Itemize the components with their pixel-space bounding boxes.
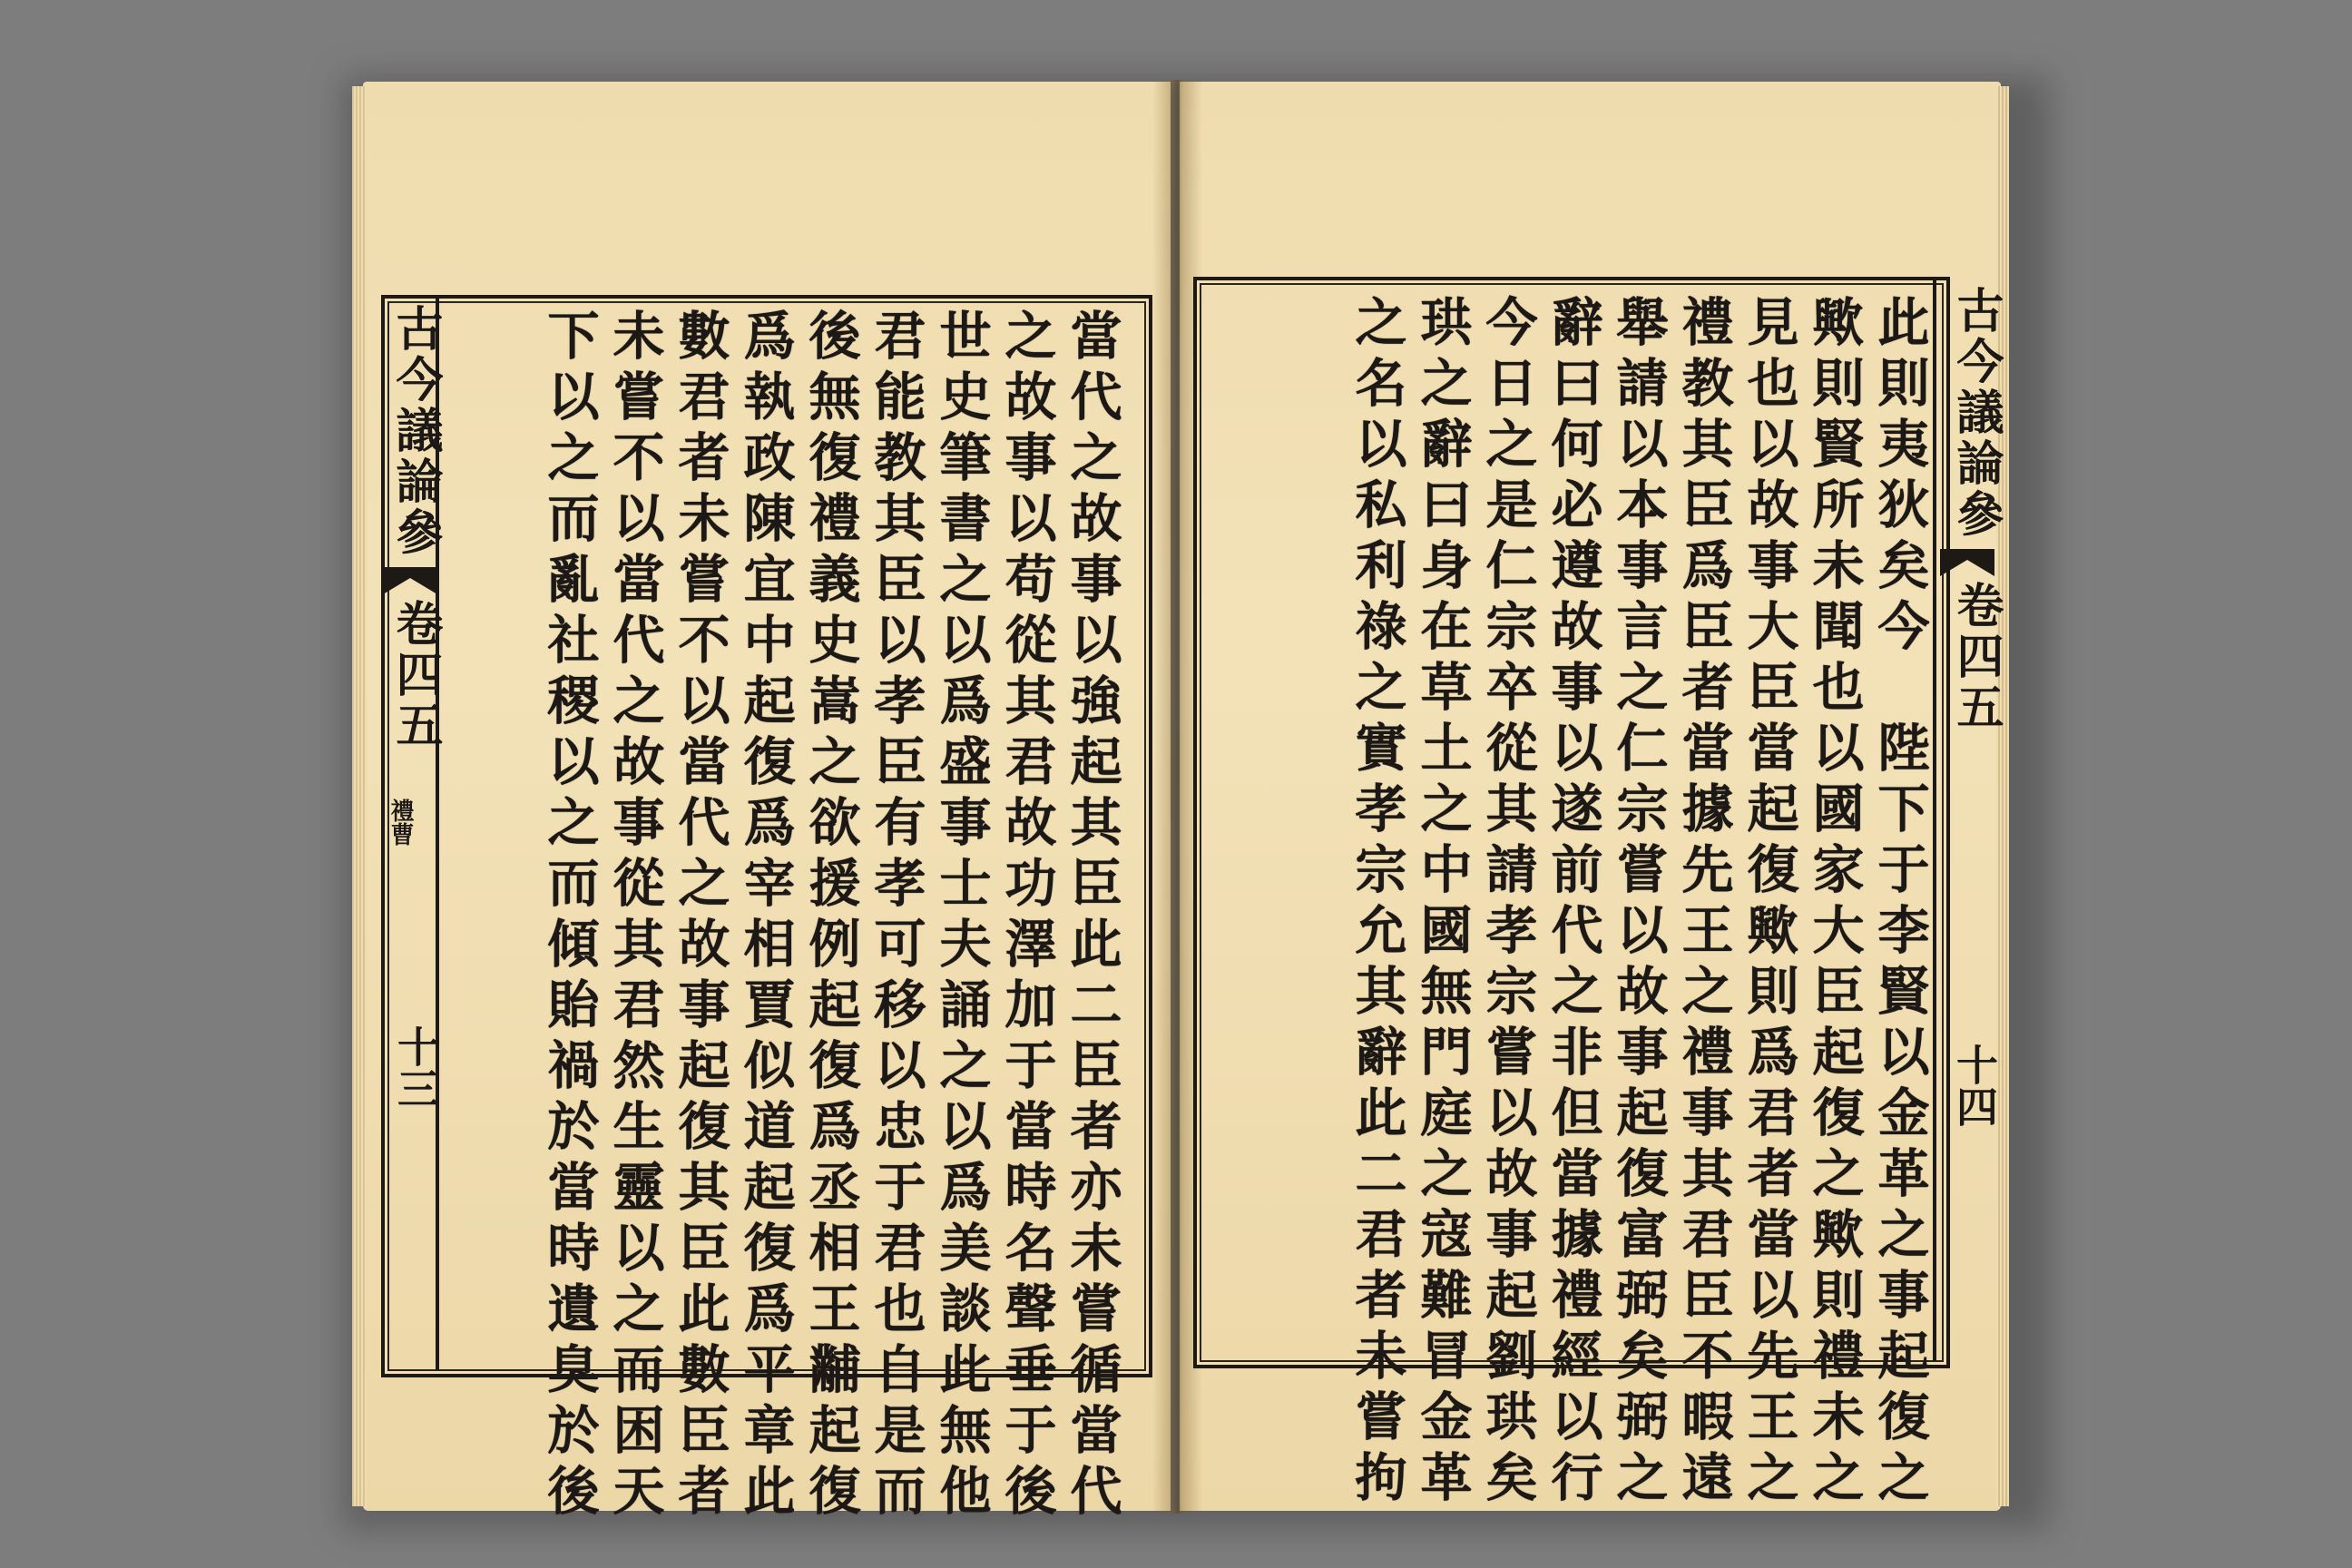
- right-column-8: 珙之辭曰身在草土之中國無門庭之寇難冒金革: [1412, 295, 1473, 1511]
- left-column-9: 下以之而亂社稷以之而傾貽禍於當時遺臭於後: [539, 309, 600, 1524]
- left-column-3: 世史筆書之以爲盛事士夫誦之以爲美談此無他: [931, 309, 992, 1524]
- right-running-title: 古今議論參: [1948, 286, 2004, 540]
- left-leaf-number: 十三: [391, 1025, 440, 1109]
- right-column-1: 此則夷狄矣今 陛下于李賢以金革之事起復之: [1869, 295, 1930, 1511]
- left-text-columns: [530, 309, 1122, 1524]
- right-column-9: 之名以私利祿之實孝宗允其辭此二君者未嘗拘: [1347, 295, 1407, 1511]
- right-section-label: 卷四五: [1948, 581, 2004, 733]
- right-text-columns: [1338, 295, 1930, 1511]
- left-section-note: 禮曹: [387, 799, 414, 846]
- left-column-5: 後無復禮義史嵩之欲援例起復爲丞相王黼起復: [800, 309, 861, 1524]
- left-column-1: 當代之故事以強起其臣此二臣者亦未嘗循當代: [1062, 309, 1122, 1524]
- right-column-2: 歟則賢所未聞也以國家大臣起復之歟則禮未之: [1804, 295, 1865, 1511]
- left-column-2: 之故事以苟從其君故功澤加于當時名聲垂于後: [996, 309, 1057, 1524]
- right-column-6: 辭曰何必遵故事以遂前代之非但當據禮經以行: [1543, 295, 1603, 1511]
- left-column-7: 數君者未嘗不以當代之故事起復其臣此數臣者: [670, 309, 730, 1524]
- right-column-3: 見也以故事大臣當起復歟則爲君者當以先王之: [1739, 295, 1799, 1511]
- left-running-title: 古今議論參: [387, 304, 443, 558]
- right-center-column-rule: [1933, 277, 1936, 1361]
- left-column-6: 爲執政陳宜中起復爲宰相賈似道起復爲平章此: [735, 309, 796, 1524]
- left-section-label: 卷四五: [387, 599, 443, 751]
- left-column-4: 君能教其臣以孝臣有孝可移以忠于君也自是而: [866, 309, 926, 1524]
- right-leaf-number: 十四: [1950, 1044, 1999, 1127]
- left-column-8: 未嘗不以當代之故事從其君然生靈以之而困天: [604, 309, 665, 1524]
- right-column-5: 舉請以本事言之仁宗嘗以故事起復富弼矣弼之: [1608, 295, 1669, 1511]
- right-column-4: 禮教其臣爲臣者當據先王之禮事其君臣不暇遠: [1673, 295, 1734, 1511]
- left-page-edges: [352, 86, 367, 1506]
- right-column-7: 今日之是仁宗卒從其請孝宗嘗以故事起劉珙矣: [1477, 295, 1538, 1511]
